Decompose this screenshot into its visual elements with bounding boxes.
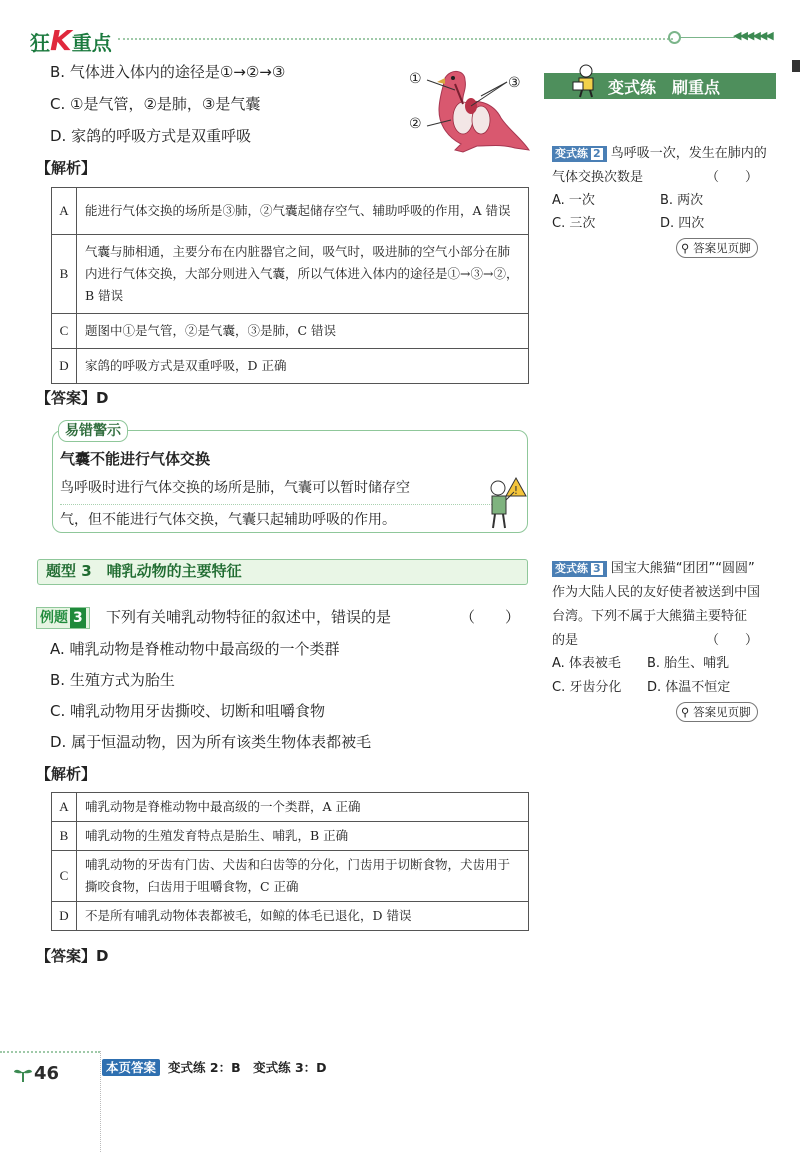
variant-3-line-1	[552, 557, 755, 581]
figure-label-2: ②	[409, 116, 422, 132]
row-text: 能进行气体交换的场所是③肺，②气囊起储存空气、辅助呼吸的作用，A 错误	[77, 188, 529, 235]
warning-figure-icon	[478, 474, 528, 530]
row-key: D	[52, 349, 77, 384]
example-stem: 下列有关哺乳动物特征的叙述中，错误的是	[106, 608, 392, 626]
variant-2-number: 2	[590, 147, 604, 161]
variant-practice-title: 变式练 刷重点	[608, 78, 721, 97]
variant-3-option-a: A. 体表被毛	[552, 656, 621, 671]
brand-post: 重点	[71, 31, 112, 55]
reading-figure-icon	[568, 62, 604, 98]
variant-2-option-c: C. 三次	[552, 216, 596, 231]
header-dotted-line	[118, 38, 673, 40]
row-key: A	[52, 793, 77, 822]
option-c: C. ①是气管，②是肺，③是气囊	[50, 95, 261, 113]
variant-3-answer-label: 答案见页脚	[693, 705, 751, 719]
row-text: 哺乳动物的生殖发育特点是胎生、哺乳，B 正确	[77, 822, 529, 851]
answer-2: 【答案】D	[36, 947, 109, 965]
example-paren: （ ）	[460, 608, 521, 626]
example-option-b: B. 生殖方式为胎生	[50, 671, 175, 689]
example-number: 3	[70, 608, 86, 628]
variant-3-tag	[552, 561, 607, 577]
row-text: 家鸽的呼吸方式是双重呼吸，D 正确	[77, 349, 529, 384]
variant-2-stem-1: 鸟呼吸一次，发生在肺内的	[610, 146, 767, 161]
variant-2-option-b: B. 两次	[660, 193, 704, 208]
pin-icon: ⚲	[681, 241, 690, 255]
variant-2-tag	[552, 146, 607, 162]
brand-pre: 狂	[30, 31, 50, 55]
variant-3-option-c: C. 牙齿分化	[552, 680, 622, 695]
warning-line-1: 鸟呼吸时进行气体交换的场所是肺，气囊可以暂时储存空	[60, 480, 410, 496]
footer-answers-tag: 本页答案	[102, 1059, 160, 1076]
analysis-table-2	[51, 792, 529, 931]
table-row	[52, 902, 529, 931]
type-section-title: 题型 3 哺乳动物的主要特征	[46, 562, 242, 580]
variant-3-stem-1: 国宝大熊猫“团团”“圆圆”	[610, 561, 755, 576]
variant-3-paren: （ ）	[706, 633, 759, 648]
header-chevrons-icon: ◀◀◀◀◀◀	[733, 29, 772, 42]
example-tag-label: 例题	[40, 610, 68, 626]
variant-2-paren: （ ）	[706, 170, 759, 185]
variant-3-stem-2: 作为大陆人民的友好使者被送到中国	[552, 585, 761, 600]
page-number: 46	[34, 1063, 60, 1084]
analysis-table-1	[51, 187, 529, 384]
example-tag	[36, 607, 90, 629]
example-option-c: C. 哺乳动物用牙齿撕咬、切断和咀嚼食物	[50, 702, 326, 720]
page-plant-icon	[12, 1064, 34, 1084]
variant-2-answer-label: 答案见页脚	[693, 241, 751, 255]
footer-dotted-line	[0, 1051, 100, 1053]
row-key: A	[52, 188, 77, 235]
table-row	[52, 793, 529, 822]
figure-label-3: ③	[508, 75, 521, 91]
table-row	[52, 349, 529, 384]
footer-answers-text: 变式练 2：B 变式练 3：D	[168, 1060, 327, 1075]
row-text: 哺乳动物是脊椎动物中最高级的一个类群，A 正确	[77, 793, 529, 822]
page-edge-mark	[792, 60, 800, 72]
table-row	[52, 314, 529, 349]
footer-answers	[102, 1058, 327, 1076]
variant-3-stem-3: 台湾。下列不属于大熊猫主要特征	[552, 609, 748, 624]
table-row	[52, 822, 529, 851]
example-option-d: D. 属于恒温动物，因为所有该类生物体表都被毛	[50, 733, 372, 751]
table-row	[52, 235, 529, 314]
answer-1: 【答案】D	[36, 389, 109, 407]
variant-2-option-d: D. 四次	[660, 216, 705, 231]
analysis-heading-2: 【解析】	[36, 765, 97, 783]
variant-3-option-b: B. 胎生、哺乳	[647, 656, 730, 671]
table-row	[52, 851, 529, 902]
variant-3-stem-4: 的是	[552, 633, 579, 648]
svg-text:!: !	[513, 484, 519, 497]
row-text: 题图中①是气管，②是气囊，③是肺，C 错误	[77, 314, 529, 349]
option-b: B. 气体进入体内的途径是①→②→③	[50, 63, 286, 81]
row-text: 气囊与肺相通，主要分布在内脏器官之间，吸气时，吸进肺的空气小部分在肺内进行气体交换，大部分则进入气囊，所以气体进入体内的途径是①→③→②，B 错误	[77, 235, 529, 314]
variant-2-answer-link[interactable]	[676, 238, 758, 258]
variant-3-option-d: D. 体温不恒定	[647, 680, 731, 695]
option-d: D. 家鸽的呼吸方式是双重呼吸	[50, 127, 252, 145]
variant-3-tag-label: 变式练	[555, 562, 588, 575]
warning-line-2: 气，但不能进行气体交换，气囊只起辅助呼吸的作用。	[60, 512, 396, 528]
warning-tag: 易错警示	[58, 420, 128, 442]
row-key: B	[52, 822, 77, 851]
table-row	[52, 188, 529, 235]
warning-title: 气囊不能进行气体交换	[60, 450, 211, 468]
row-key: D	[52, 902, 77, 931]
row-text: 不是所有哺乳动物体表都被毛，如鲸的体毛已退化，D 错误	[77, 902, 529, 931]
variant-2-line-1	[552, 142, 767, 166]
row-key: C	[52, 314, 77, 349]
variant-2-tag-label: 变式练	[555, 147, 588, 160]
row-text: 哺乳动物的牙齿有门齿、犬齿和臼齿等的分化，门齿用于切断食物，犬齿用于撕咬食物，臼齿用于咀嚼食物，C 正确	[77, 851, 529, 902]
pin-icon: ⚲	[681, 705, 690, 719]
figure-label-1: ①	[409, 71, 422, 87]
row-key: C	[52, 851, 77, 902]
example-option-a: A. 哺乳动物是脊椎动物中最高级的一个类群	[50, 640, 340, 658]
row-key: B	[52, 235, 77, 314]
variant-2-option-a: A. 一次	[552, 193, 595, 208]
variant-3-number: 3	[590, 562, 604, 576]
brand-logo	[30, 24, 112, 57]
analysis-heading-1: 【解析】	[36, 159, 97, 177]
brand-k: K	[50, 24, 72, 57]
header-tail-line	[680, 37, 735, 38]
variant-2-stem-2: 气体交换次数是	[552, 170, 644, 185]
variant-3-answer-link[interactable]	[676, 702, 758, 722]
footer-divider	[100, 1051, 101, 1152]
